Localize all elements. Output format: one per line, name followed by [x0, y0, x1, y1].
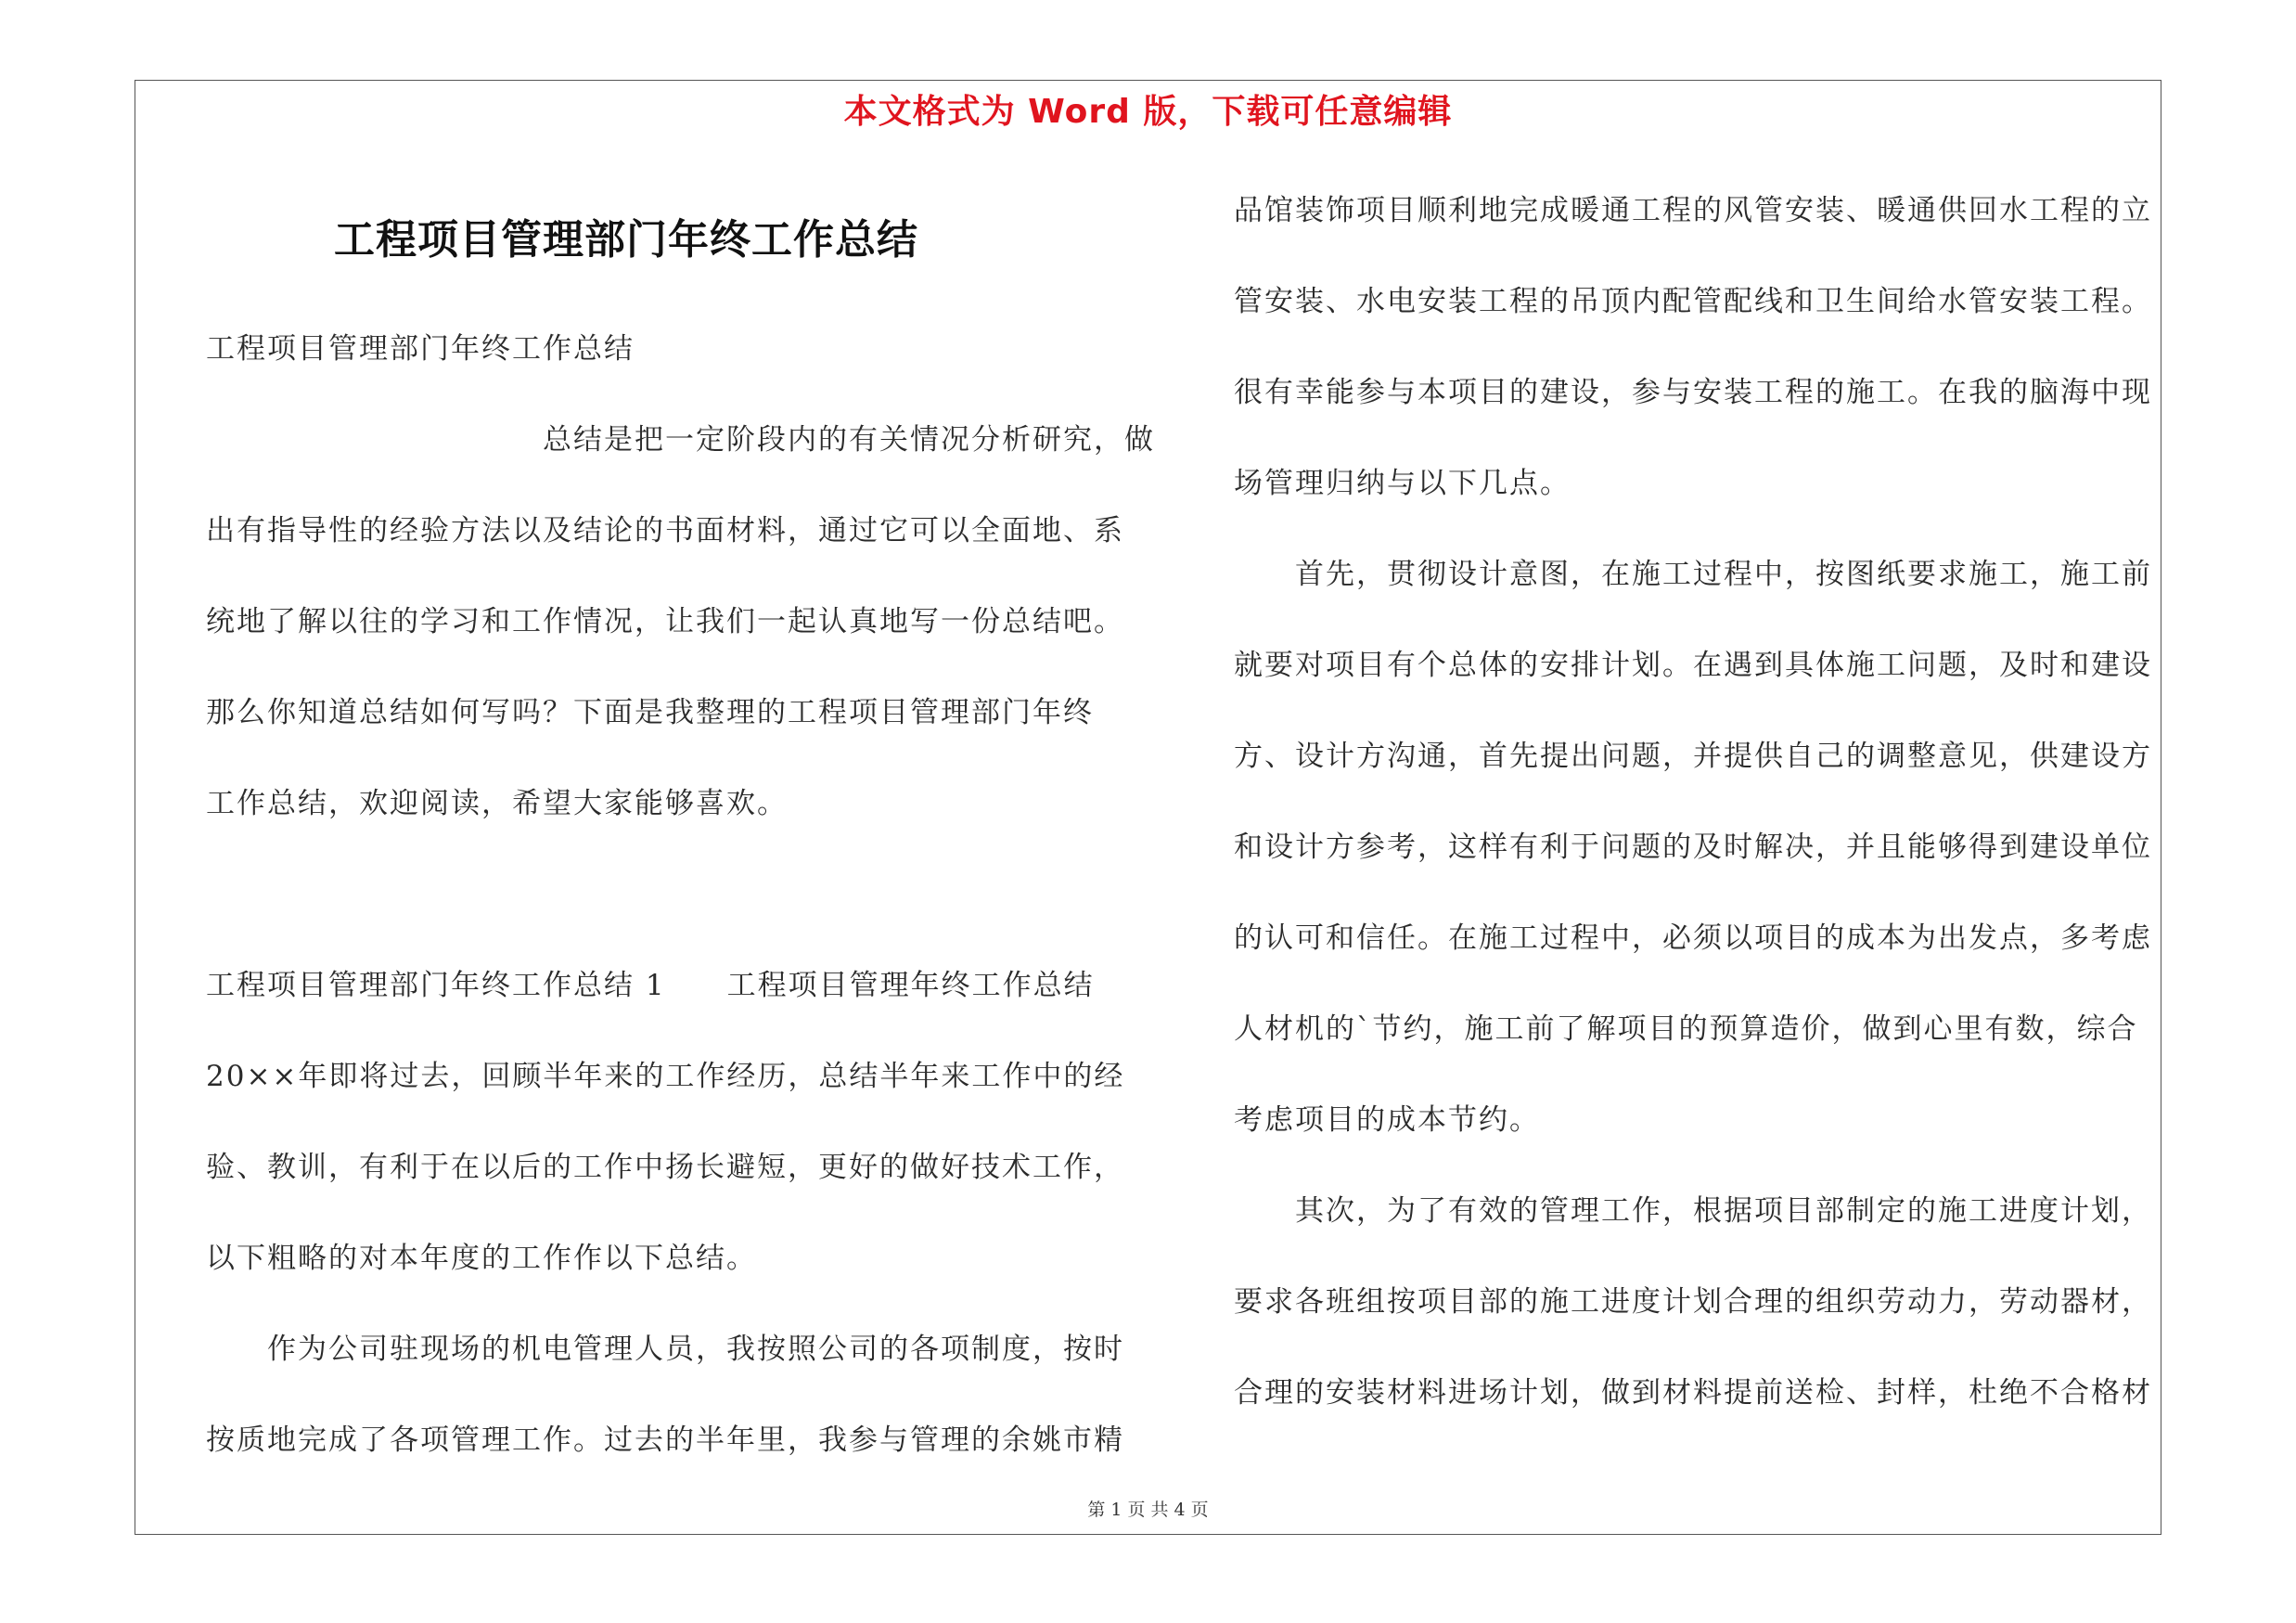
left-line-6: 工作总结，欢迎阅读，希望大家能够喜欢。: [206, 787, 788, 820]
right-line-7: 方、设计方沟通，首先提出问题，并提供自己的调整意见，供建设方: [1234, 740, 2152, 773]
format-banner: 本文格式为 Word 版，下载可任意编辑: [843, 93, 1453, 131]
left-line-8: 工程项目管理部门年终工作总结 1 工程项目管理年终工作总结: [206, 969, 1095, 1002]
right-line-13: 要求各班组按项目部的施工进度计划合理的组织劳动力，劳动器材，: [1234, 1285, 2152, 1319]
left-line-10: 验、教训，有利于在以后的工作中扬长避短，更好的做好技术工作，: [206, 1151, 1124, 1184]
left-column: [206, 327, 1171, 1509]
left-line-11: 以下粗略的对本年度的工作作以下总结。: [206, 1242, 757, 1275]
right-line-2: 管安装、水电安装工程的吊顶内配管配线和卫生间给水管安装工程。: [1234, 285, 2152, 318]
left-line-12: 作为公司驻现场的机电管理人员，我按照公司的各项制度，按时: [206, 1333, 1124, 1366]
right-line-8: 和设计方参考，这样有利于问题的及时解决，并且能够得到建设单位: [1234, 831, 2152, 864]
left-line-13: 按质地完成了各项管理工作。过去的半年里，我参与管理的余姚市精: [206, 1423, 1124, 1457]
right-line-1: 品馆装饰项目顺利地完成暖通工程的风管安装、暖通供回水工程的立: [1234, 194, 2152, 227]
page-number: 第 1 页 共 4 页: [1087, 1500, 1209, 1520]
right-line-9: 的认可和信任。在施工过程中，必须以项目的成本为出发点，多考虑: [1234, 921, 2152, 955]
left-line-2: 总结是把一定阶段内的有关情况分析研究，做: [206, 423, 1155, 457]
right-line-4: 场管理归纳与以下几点。: [1234, 467, 1571, 500]
right-line-12: 其次，为了有效的管理工作，根据项目部制定的施工进度计划，: [1234, 1194, 2152, 1228]
left-line-blank: [206, 872, 1171, 963]
left-line-3: 出有指导性的经验方法以及结论的书面材料，通过它可以全面地、系: [206, 514, 1124, 547]
right-line-14: 合理的安装材料进场计划，做到材料提前送检、封样，杜绝不合格材: [1234, 1376, 2152, 1410]
right-line-5: 首先，贯彻设计意图，在施工过程中，按图纸要求施工，施工前: [1234, 558, 2152, 591]
right-line-6: 就要对项目有个总体的安排计划。在遇到具体施工问题，及时和建设: [1234, 649, 2152, 682]
right-column: [1234, 188, 2161, 1462]
document-title: 工程项目管理部门年终工作总结: [334, 216, 918, 264]
left-line-9: 20××年即将过去，回顾半年来的工作经历，总结半年来工作中的经: [206, 1060, 1125, 1093]
left-line-5: 那么你知道总结如何写吗？下面是我整理的工程项目管理部门年终: [206, 696, 1094, 729]
right-line-11: 考虑项目的成本节约。: [1234, 1103, 1540, 1137]
right-line-10: 人材机的`节约，施工前了解项目的预算造价，做到心里有数，综合: [1234, 1012, 2138, 1046]
left-line-1: 工程项目管理部门年终工作总结: [206, 332, 635, 366]
left-line-4: 统地了解以往的学习和工作情况，让我们一起认真地写一份总结吧。: [206, 605, 1124, 638]
right-line-3: 很有幸能参与本项目的建设，参与安装工程的施工。在我的脑海中现: [1234, 376, 2152, 409]
